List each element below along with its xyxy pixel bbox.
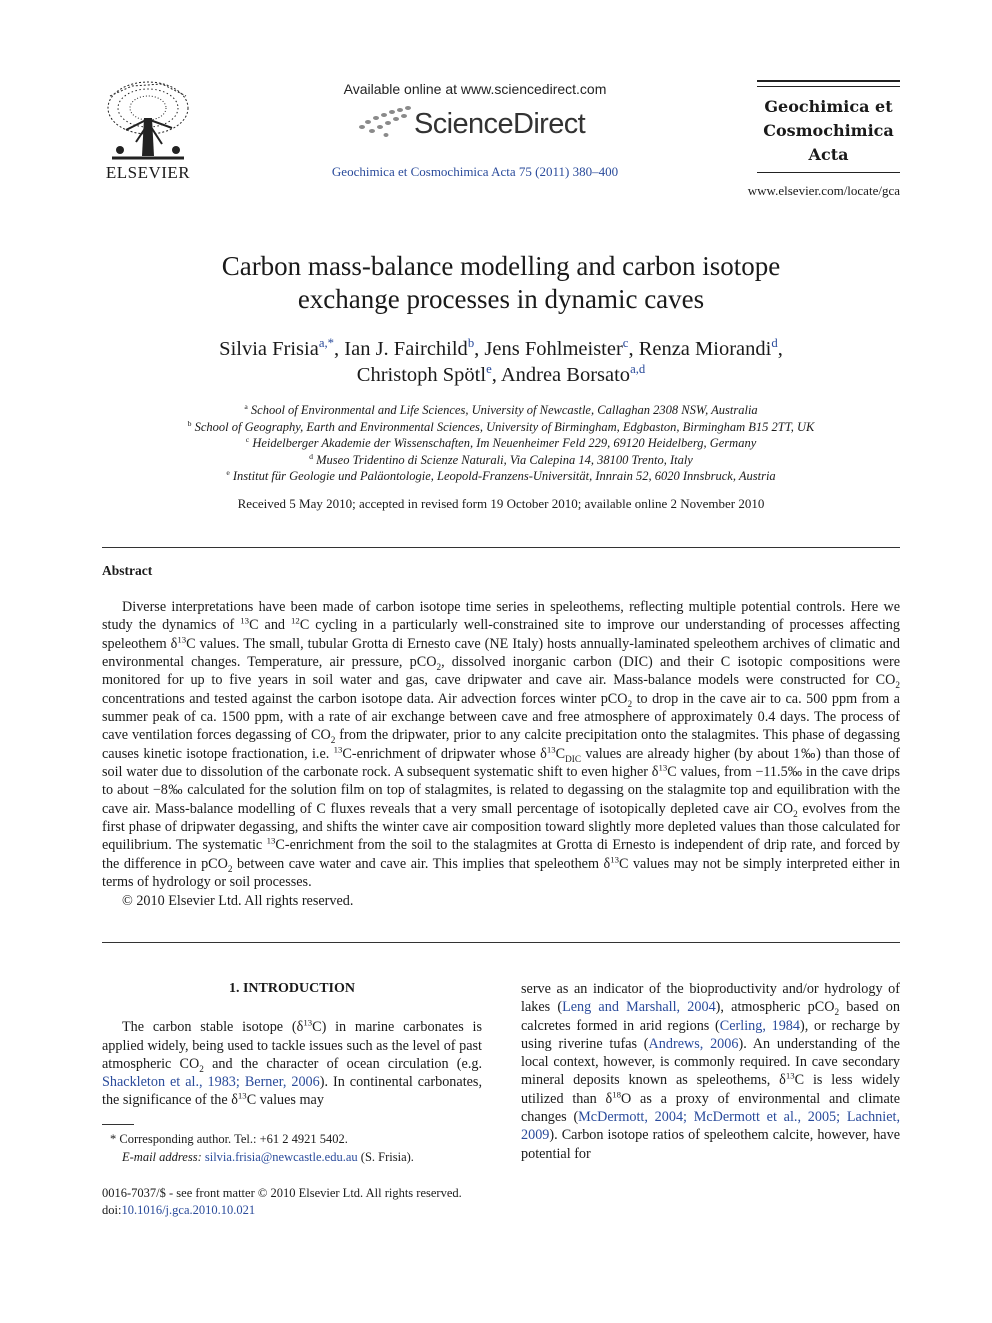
abstract-paragraph: Diverse interpretations have been made of carbon isotope time series in speleothems, reflecting multiple potential controls. Here we study the dynamics of $^{13}$C and $^{12}$C cycling in a particularly well-constrained site to improve our understanding of processes affecting speleothem $\delta^{13}C$ values. The small, tubular Grotta di Ernesto cave (NE Italy) hosts annually-laminated speleothem archives of climatic and environmental changes. Temperature, air pressure, pCO$_2$, dissolved inorganic carbon (DIC) and their C isotopic compositions were monitored for up to five years in soil water and gas, cave dripwater and cave air. Mass-balance models were constructed for $CO_2$ concentrations and tested against the carbon isotope data. Air advection forces winter pCO$_2$ to drop in the cave air to ca. 500 ppm from a summer peak of ca. 1500 ppm, with a rate of air exchange between cave and free atmosphere of approximately 0.4 days. The process of cave ventilation forces degassing of $CO_2$ from the dripwater, prior to any calcite precipitation onto the stalagmites. This phase of degassing causes kinetic isotope fractionation, i.e. $^{13}$C-enrichment of dripwater whose $\delta^{13}C_{DIC}$ values are already higher (by about 1‰) than those of soil water due to dissolution of the carbonate rock. A subsequent systematic shift to even higher $\delta^{13}C$ values, from −11.5‰ in the cave drips to about −8‰ calculated for the solution film on top of stalagmites, is related to degassing on the stalagmite top and equilibration with the cave air. Mass-balance modelling of C fluxes reveals that a very small percentage of isotopically depleted cave air $CO_2$ evolves from the first phase of dripwater degassing, and shifts the winter cave air composition toward slightly more depleted values than those calculated for equilibrium. The systematic $^{13}$C-enrichment from the soil to the stalagmites at Grotta di Ernesto is independent of drip rate, and forced by the difference in pCO$_2$ between cave water and cave air. This implies that speleothem $\delta^{13}C$ values may not be simply interpreted either in terms of hydrology or soil processes. <box>102 599 901 891</box>
title-line: Carbon mass-balance modelling and carbon isotope <box>221 251 781 281</box>
citation-link[interactable]: Andrews, 2006 <box>648 1035 739 1052</box>
affiliation: $^d$ Museo Tridentino di Scienze Naturali, Via Calepina 14, 38100 Trento, Italy <box>309 451 693 467</box>
intro-paragraph-continued: serve as an indicator of the bioproductivity and/or hydrology of lakes (Leng and Marshall, 2004), atmospheric pCO$_2$ based on calcretes formed in arid regions (Cerling, 1984), or recharge by using riverine tufas (Andrews, 2006). An understanding of the local context, however, is commonly required. In cave secondary mineral deposits known as speleothems, $\delta^{13}C$ is less widely utilized than $\delta^{18}O$ as a proxy of environmental and climate changes (McDermott, 2004; McDermott et al., 2005; Lachniet, 2009). Carbon isotope ratios of speleothem calcite, however, have potential for <box>521 981 901 1162</box>
title-line: exchange processes in dynamic caves <box>297 284 705 314</box>
received-dates: Received 5 May 2010; accepted in revised form 19 October 2010; available online 2 November 2010 <box>237 496 765 511</box>
journal-rule <box>757 172 900 173</box>
email-suffix: (S. Frisia). <box>360 1150 414 1164</box>
affiliation: $^c$ Heidelberger Akademie der Wissenschaften, Im Neuenheimer Feld 229, 69120 Heidelberg, Germany <box>245 434 757 450</box>
doi-label: doi: <box>102 1203 122 1217</box>
author-affil-marker[interactable]: d <box>771 336 778 351</box>
article-title <box>102 250 900 316</box>
journal-citation[interactable]: Geochimica et Cosmochimica Acta 75 (2011) 380–400 <box>331 164 619 179</box>
journal-rule <box>757 86 900 87</box>
intro-paragraph: The carbon stable isotope $(\delta^{13}C)$ in marine carbonates is applied widely, being used to tackle issues such as the level of past atmospheric $CO_2$ and the character of ocean circulation (e.g. Shackleton et al., 1983; Berner, 2006). In continental carbonates, the significance of the $\delta^{13}C$ values may <box>102 1017 483 1109</box>
author-name: Jens Fohlmeister <box>484 338 623 360</box>
journal-rule <box>757 80 900 82</box>
footnote: * Corresponding author. Tel.: +61 2 4921 5402. E-mail address: silvia.frisia@newcastle.edu.au (S. Frisia). <box>110 1132 414 1164</box>
journal-title-line: Cosmochimica <box>763 121 894 140</box>
email-link[interactable]: silvia.frisia@newcastle.edu.au <box>204 1150 358 1164</box>
right-column <box>521 980 900 1163</box>
tree-icon <box>102 78 194 162</box>
author-affil-marker[interactable]: a,d <box>630 362 646 377</box>
available-online-text: Available online at www.sciencedirect.com <box>343 81 607 97</box>
doi-link[interactable]: 10.1016/j.gca.2010.10.021 <box>121 1203 256 1217</box>
citation-link[interactable]: Leng and Marshall, 2004 <box>562 999 716 1016</box>
publisher-name: ELSEVIER <box>105 163 191 182</box>
author-affil-marker[interactable]: c <box>622 336 629 351</box>
author-list: Silvia Frisia$^{a,*}$, Ian J. Fairchild$^b$, Jens Fohlmeister$^c$, Renza Miorandi$^d$, Christoph Spötl$^e$, Andrea Borsato$^{a,d}$ <box>219 336 783 386</box>
section-heading: 1. INTRODUCTION <box>228 981 355 996</box>
footnote-rule <box>102 1124 134 1125</box>
author-affil-marker[interactable]: e <box>486 362 492 377</box>
section-divider <box>102 547 900 548</box>
journal-title-line: Geochimica et <box>764 97 893 116</box>
issn-line: 0016-7037/$ - see front matter © 2010 Elsevier Ltd. All rights reserved. <box>102 1186 462 1200</box>
front-matter-info <box>102 1185 542 1219</box>
journal-title <box>757 95 900 167</box>
journal-title-line: Acta <box>808 145 849 164</box>
abstract-body <box>102 598 900 910</box>
affiliation-list <box>102 402 900 485</box>
citation-link[interactable]: Shackleton et al., 1983; Berner, 2006 <box>102 1074 320 1091</box>
abstract-heading: Abstract <box>102 563 153 578</box>
sciencedirect-wordmark: ScienceDirect <box>414 108 586 140</box>
author-affil-marker[interactable]: b <box>467 336 475 351</box>
left-column <box>102 980 482 1110</box>
affiliation: $^e$ Institut für Geologie und Paläontologie, Leopold-Franzens-Universität, Innrain 52, 6020 Innsbruck, Austria <box>226 467 776 483</box>
citation-link[interactable]: Cerling, 1984 <box>719 1017 800 1034</box>
sciencedirect-logo[interactable] <box>356 104 596 144</box>
author-name: Renza Miorandi <box>638 338 772 360</box>
journal-url[interactable]: www.elsevier.com/locate/gca <box>747 183 900 198</box>
author-affil-marker[interactable]: a,* <box>318 336 335 351</box>
section-divider <box>102 942 900 943</box>
author-name: Silvia Frisia <box>219 338 319 360</box>
author-name: Christoph Spötl <box>356 364 487 386</box>
author-name: Andrea Borsato <box>500 364 631 386</box>
sciencedirect-dots-icon <box>356 104 412 144</box>
affiliation: $^a$ School of Environmental and Life Sciences, University of Newcastle, Callaghan 2308 NSW, Australia <box>244 401 758 417</box>
affiliation: $^b$ School of Geography, Earth and Environmental Sciences, University of Birmingham, Edgbaston, Birmingham B15 2TT, UK <box>187 418 815 434</box>
copyright-line: © 2010 Elsevier Ltd. All rights reserved. <box>122 892 354 909</box>
corresponding-author-note: Corresponding author. Tel.: +61 2 4921 5402. <box>119 1132 348 1146</box>
email-label: E-mail address: <box>122 1150 202 1164</box>
citation-link[interactable]: McDermott, 2004; McDermott et al., 2005; Lachniet, 2009 <box>521 1109 900 1144</box>
author-name: Ian J. Fairchild <box>344 338 468 360</box>
